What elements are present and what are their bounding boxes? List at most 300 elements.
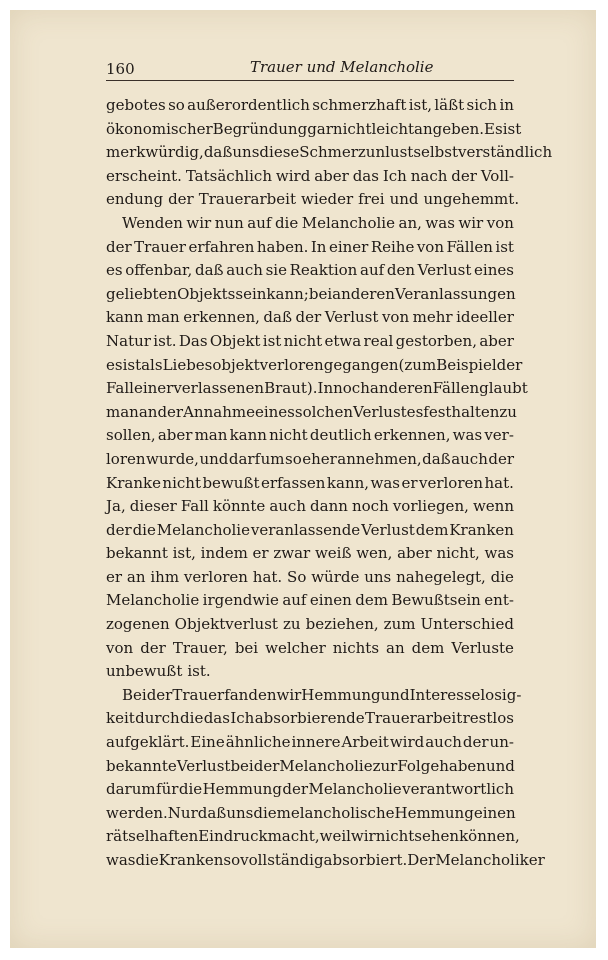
word: wir — [276, 685, 302, 704]
word: Objekt — [209, 331, 261, 350]
word: die — [178, 780, 203, 799]
word: das — [352, 166, 379, 185]
word: als — [141, 355, 163, 374]
word: von — [106, 638, 134, 657]
word: aber — [314, 166, 349, 185]
word: Verluste — [451, 638, 514, 657]
book-page — [10, 10, 596, 948]
word: wurde, — [146, 449, 199, 468]
word: zum — [383, 615, 416, 634]
word: der — [295, 308, 322, 327]
word: nun — [214, 213, 244, 232]
word: solchen — [294, 402, 353, 421]
word: so — [168, 96, 185, 114]
word: an — [138, 402, 158, 421]
word: der — [253, 756, 280, 775]
text-line — [106, 165, 514, 189]
word: gestorben, — [395, 331, 477, 350]
word: Objekts — [177, 284, 236, 303]
text-line — [106, 755, 514, 779]
text-line — [106, 401, 517, 425]
word: auch — [269, 497, 306, 516]
word: Trauerarbeit — [198, 190, 296, 209]
word: In — [317, 379, 334, 398]
text-line — [106, 306, 514, 330]
word: Melancholie — [301, 213, 395, 232]
word: ist — [262, 331, 282, 350]
word: daß — [197, 803, 227, 822]
word: absorbiert. — [323, 851, 408, 869]
word: Schmerzunlust — [299, 143, 414, 162]
word: sollen, — [106, 426, 156, 445]
word: rätselhaften — [106, 827, 199, 846]
word: sein — [235, 284, 267, 303]
word: keit — [106, 709, 135, 728]
word: ist — [122, 355, 142, 374]
word: ist, — [408, 96, 433, 114]
word: anderen — [332, 284, 395, 303]
word: Trauer, — [172, 638, 228, 657]
word: beziehen, — [305, 615, 379, 634]
word: Veranlassungen — [394, 284, 516, 303]
word: der — [157, 402, 184, 421]
word: so — [223, 851, 241, 869]
text-line — [106, 236, 514, 260]
word: Nur — [167, 803, 198, 822]
word: deutlich — [309, 426, 372, 445]
word: darum — [106, 780, 156, 799]
word: zwar — [273, 544, 311, 563]
word: der — [282, 780, 309, 799]
word: noch — [333, 379, 370, 398]
word: ungehemmt. — [423, 190, 520, 209]
word: Voll- — [480, 166, 514, 185]
word: ver- — [484, 426, 514, 445]
word: der — [496, 355, 523, 374]
word: fanden — [224, 685, 277, 704]
word: daß — [422, 449, 451, 468]
word: hat. — [252, 567, 283, 586]
word: dem — [411, 638, 445, 657]
word: verlassenen — [173, 379, 265, 398]
text-line — [106, 707, 514, 731]
text-line — [106, 778, 514, 802]
word: eines — [474, 261, 514, 280]
word: uns — [364, 567, 392, 586]
word: restlos — [462, 709, 514, 728]
word: außerordentlich — [187, 96, 310, 114]
text-line — [106, 188, 520, 212]
word: und — [199, 449, 229, 468]
word: endung — [106, 190, 164, 209]
word: es — [106, 355, 123, 374]
word: einen — [309, 591, 352, 610]
word: der — [146, 685, 173, 704]
word: Melancholie — [279, 756, 373, 775]
word: Ich — [230, 709, 255, 728]
word: bekannte — [106, 756, 177, 775]
word: Kranken — [158, 851, 224, 869]
text-line — [106, 731, 514, 755]
word: geliebten — [106, 284, 178, 303]
word: ist. — [153, 331, 177, 350]
word: das — [203, 709, 230, 728]
word: Eindruck — [198, 827, 268, 846]
word: unbewußt — [106, 662, 183, 681]
word: die — [180, 709, 204, 728]
word: erkennen, — [183, 308, 260, 327]
word: daß — [263, 308, 292, 327]
word: Unterschied — [420, 615, 514, 634]
word: der — [106, 237, 132, 256]
word: angeben. — [414, 119, 485, 138]
word: aber — [397, 544, 432, 563]
word: weiß — [314, 544, 352, 563]
text-line — [106, 330, 514, 354]
word: eher — [302, 449, 337, 468]
word: absorbierende — [254, 709, 365, 728]
word: wenn — [472, 497, 514, 516]
word: aber — [157, 426, 193, 445]
text-line — [106, 118, 522, 142]
word: diese — [259, 143, 300, 162]
word: dem — [415, 520, 449, 539]
word: er — [252, 544, 269, 563]
text-line — [106, 849, 545, 873]
word: ent- — [484, 591, 514, 610]
word: Reihe — [370, 237, 415, 256]
word: zu — [499, 402, 517, 421]
word: könnte — [212, 497, 266, 516]
word: ideeller — [456, 308, 514, 327]
word: die — [490, 567, 514, 586]
word: an — [126, 567, 146, 586]
word: wen, — [356, 544, 393, 563]
word: die — [253, 803, 277, 822]
word: Verlust — [417, 261, 472, 280]
word: verlorengegangen — [259, 355, 399, 374]
word: erfahren — [188, 237, 255, 256]
word: bewußt — [202, 473, 260, 492]
word: haben — [439, 756, 486, 775]
word: So — [287, 567, 307, 586]
word: man — [106, 402, 139, 421]
word: Fällen — [432, 379, 480, 398]
word: auf — [282, 591, 307, 610]
word: Trauer — [172, 685, 225, 704]
text-line — [106, 589, 514, 613]
word: sehen — [414, 827, 460, 846]
word: anderen — [369, 379, 433, 398]
word: würde — [311, 567, 360, 586]
word: gebotes — [106, 96, 166, 114]
word: In — [310, 237, 327, 256]
text-line — [106, 283, 514, 307]
word: wird — [389, 733, 425, 752]
word: aber — [479, 331, 514, 350]
word: bei — [230, 756, 254, 775]
word: Ja, — [106, 497, 126, 516]
word: Melancholiker — [435, 851, 545, 869]
word: daß — [194, 261, 224, 280]
text-line — [106, 542, 514, 566]
word: und — [485, 756, 515, 775]
word: Verlust — [361, 520, 415, 539]
word: sie — [265, 261, 287, 280]
word: werden. — [106, 803, 168, 822]
word: von — [381, 308, 410, 327]
word: Wenden — [122, 213, 183, 232]
word: verantwortlich — [402, 780, 514, 799]
text-line — [106, 684, 522, 708]
word: Ich — [382, 166, 407, 185]
word: auch — [226, 261, 263, 280]
word: ökonomischer — [106, 119, 213, 138]
word: erkennen, — [373, 426, 451, 445]
word: ihm — [150, 567, 180, 586]
word: irgendwie — [202, 591, 279, 610]
word: haben. — [256, 237, 309, 256]
word: kann, — [326, 473, 370, 492]
word: leicht — [371, 119, 415, 138]
word: schmerzhaft — [312, 96, 407, 114]
word: nicht — [332, 119, 372, 138]
word: Tatsächlich — [185, 166, 272, 185]
word: Kranke — [106, 473, 161, 492]
word: was — [106, 851, 136, 869]
word: annehmen, — [337, 449, 422, 468]
text-line — [106, 495, 514, 519]
word: so — [285, 449, 302, 468]
word: real — [363, 331, 394, 350]
word: darf — [228, 449, 261, 468]
word: nicht — [283, 331, 323, 350]
running-head: Trauer und Melancholie — [250, 58, 434, 76]
word: Folge — [397, 756, 440, 775]
text-line — [106, 825, 520, 849]
text-line — [106, 566, 514, 590]
word: gar — [307, 119, 333, 138]
word: Reaktion — [289, 261, 358, 280]
word: nicht — [375, 827, 415, 846]
word: bekannt — [106, 544, 168, 563]
word: nicht — [269, 426, 308, 445]
word: Bei — [122, 685, 147, 704]
word: Braut). — [264, 379, 318, 398]
word: nichts — [332, 638, 380, 657]
word: Der — [407, 851, 436, 869]
word: Verlust — [176, 756, 231, 775]
word: er — [401, 473, 418, 492]
word: kann — [106, 308, 144, 327]
word: glaubt — [479, 379, 528, 398]
word: bei — [234, 638, 259, 657]
word: frei — [358, 190, 385, 209]
word: uns — [226, 803, 254, 822]
word: veranlassende — [250, 520, 361, 539]
word: können, — [459, 827, 520, 846]
word: wird — [275, 166, 311, 185]
word: er — [106, 567, 123, 586]
word: Eine — [190, 733, 225, 752]
word: eines — [254, 402, 295, 421]
word: und — [380, 685, 410, 704]
word: festhalten — [423, 402, 500, 421]
word: der — [462, 733, 489, 752]
word: Beispiel — [436, 355, 497, 374]
text-line — [106, 354, 523, 378]
word: Verlust — [324, 308, 379, 327]
word: für — [156, 780, 179, 799]
word: der — [168, 190, 194, 209]
text-line — [106, 424, 514, 448]
word: auch — [451, 449, 488, 468]
word: welcher — [265, 638, 326, 657]
word: die — [135, 851, 159, 869]
page-header — [106, 58, 514, 81]
word: der — [488, 449, 514, 468]
word: den — [386, 261, 415, 280]
word: nicht, — [436, 544, 480, 563]
word: Trauer — [134, 237, 186, 256]
word: dem — [355, 591, 388, 610]
word: und — [389, 190, 419, 209]
word: Annahme — [183, 402, 255, 421]
word: zu — [282, 615, 301, 634]
word: einen — [473, 803, 516, 822]
word: Verlustes — [353, 402, 424, 421]
word: hat. — [484, 473, 514, 492]
word: uns — [232, 143, 260, 162]
text-line — [106, 212, 514, 236]
word: durch — [135, 709, 180, 728]
word: um — [260, 449, 285, 468]
word: die — [274, 213, 299, 232]
word: dann — [310, 497, 348, 516]
word: melancholische — [276, 803, 395, 822]
word: man — [194, 426, 228, 445]
word: was — [370, 473, 400, 492]
word: ähnliche — [225, 733, 291, 752]
word: kann — [229, 426, 267, 445]
word: Melancholie — [156, 520, 250, 539]
word: etwa — [324, 331, 362, 350]
word: von — [486, 213, 514, 232]
word: in — [499, 96, 514, 114]
word: was — [425, 213, 455, 232]
word: dieser — [129, 497, 177, 516]
word: ist — [502, 119, 522, 138]
word: erfassen — [260, 473, 326, 492]
word: Natur — [106, 331, 151, 350]
word: zogenen — [106, 615, 170, 634]
word: Es — [484, 119, 503, 138]
word: was — [484, 544, 514, 563]
word: wieder — [300, 190, 354, 209]
word: Bewußtsein — [391, 591, 481, 610]
word: Trauerarbeit — [365, 709, 463, 728]
word: Fällen — [446, 237, 493, 256]
word: ist — [495, 237, 514, 256]
word: man — [146, 308, 180, 327]
word: vollständig — [240, 851, 324, 869]
word: von — [416, 237, 444, 256]
word: wir — [458, 213, 484, 232]
word: indem — [200, 544, 248, 563]
word: verloren — [183, 567, 248, 586]
word: Hemmung — [394, 803, 474, 822]
word: was — [452, 426, 483, 445]
word: kann; — [266, 284, 309, 303]
word: Interesselosig- — [409, 685, 522, 704]
word: sich — [466, 96, 498, 114]
text-line — [106, 637, 514, 661]
word: der — [106, 520, 132, 539]
word: vorliegen, — [392, 497, 469, 516]
text-line — [106, 259, 514, 283]
word: un- — [489, 733, 514, 752]
word: loren — [106, 449, 146, 468]
text-line — [106, 660, 514, 684]
word: offenbar, — [125, 261, 193, 280]
word: die — [132, 520, 156, 539]
word: wir — [186, 213, 212, 232]
text-line — [106, 802, 514, 826]
word: innere — [291, 733, 341, 752]
word: Fall — [180, 497, 209, 516]
word: wir — [350, 827, 376, 846]
word: Begründung — [212, 119, 308, 138]
word: einer — [328, 237, 369, 256]
word: Objektverlust — [174, 615, 278, 634]
word: nach — [410, 166, 448, 185]
word: auf — [247, 213, 272, 232]
word: der — [451, 166, 477, 185]
word: Liebesobjekt — [162, 355, 260, 374]
word: ist, — [172, 544, 196, 563]
word: der — [140, 638, 166, 657]
word: bei — [308, 284, 333, 303]
word: ist. — [187, 662, 211, 681]
word: zur — [372, 756, 398, 775]
word: an, — [398, 213, 422, 232]
text-line — [106, 94, 514, 118]
word: mehr — [412, 308, 453, 327]
word: daß — [203, 143, 233, 162]
word: Hemmung — [301, 685, 381, 704]
word: es — [106, 261, 123, 280]
word: nicht — [162, 473, 201, 492]
word: Kranken — [449, 520, 514, 539]
word: aufgeklärt. — [106, 733, 190, 752]
word: Fall — [106, 379, 134, 398]
word: merkwürdig, — [106, 143, 204, 162]
page-number: 160 — [106, 60, 135, 78]
text-line — [106, 613, 514, 637]
word: Arbeit — [341, 733, 389, 752]
word: weil — [319, 827, 351, 846]
word: Melancholie — [308, 780, 402, 799]
word: nahegelegt, — [396, 567, 486, 586]
word: an — [386, 638, 405, 657]
word: auch — [425, 733, 462, 752]
text-line — [106, 377, 528, 401]
body-text — [106, 94, 553, 873]
word: (zum — [398, 355, 437, 374]
text-line — [106, 448, 514, 472]
word: erscheint. — [106, 166, 182, 185]
word: noch — [351, 497, 389, 516]
